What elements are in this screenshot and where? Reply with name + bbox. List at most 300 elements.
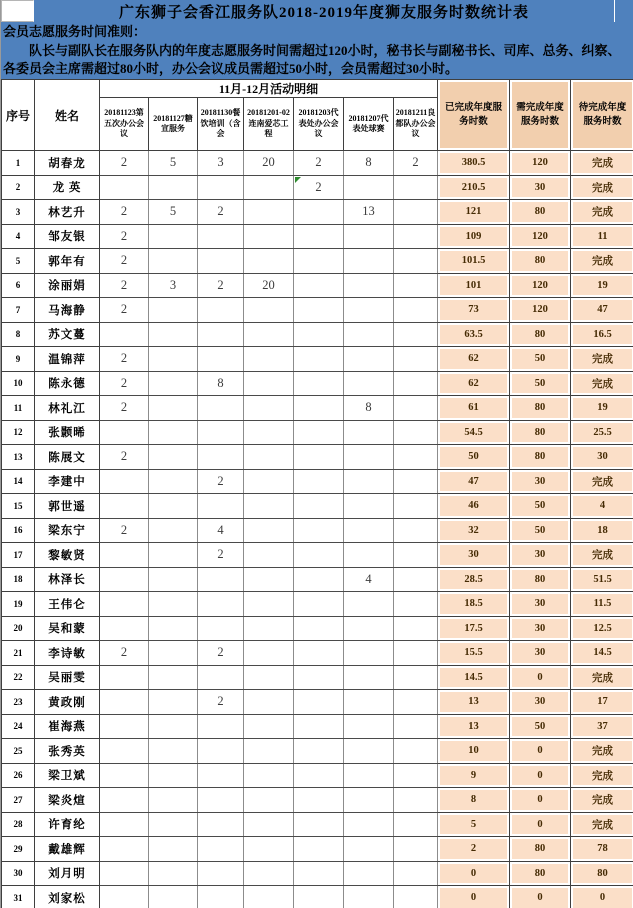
activity-cell[interactable] (100, 812, 149, 837)
activity-cell[interactable] (294, 224, 344, 249)
remaining-hours-cell[interactable]: 完成 (571, 469, 633, 494)
serial-cell[interactable]: 11 (2, 396, 35, 421)
activity-cell[interactable] (294, 567, 344, 592)
activity-cell[interactable] (344, 322, 394, 347)
required-hours-cell[interactable]: 80 (510, 445, 571, 470)
activity-col-header[interactable]: 20181127糖宣服务 (149, 98, 198, 151)
remaining-hours-cell[interactable]: 19 (571, 396, 633, 421)
required-hours-cell[interactable]: 50 (510, 371, 571, 396)
activity-cell[interactable] (344, 763, 394, 788)
activity-cell[interactable] (198, 445, 244, 470)
activity-col-header[interactable]: 20181211良都队办公会议 (394, 98, 438, 151)
activity-cell[interactable] (394, 469, 438, 494)
remaining-hours-cell[interactable]: 完成 (571, 200, 633, 225)
remaining-hours-header[interactable]: 待完成年度服务时数 (571, 80, 633, 151)
required-hours-cell[interactable]: 30 (510, 592, 571, 617)
top-left-empty-cell[interactable] (1, 0, 34, 22)
required-hours-cell[interactable]: 120 (510, 298, 571, 323)
activity-cell[interactable]: 2 (100, 249, 149, 274)
activity-cell[interactable] (294, 371, 344, 396)
activity-cell[interactable]: 2 (100, 224, 149, 249)
remaining-hours-cell[interactable]: 14.5 (571, 641, 633, 666)
required-hours-cell[interactable]: 0 (510, 665, 571, 690)
serial-cell[interactable]: 8 (2, 322, 35, 347)
required-hours-cell[interactable]: 80 (510, 322, 571, 347)
remaining-hours-cell[interactable]: 4 (571, 494, 633, 519)
activity-cell[interactable] (394, 396, 438, 421)
name-cell[interactable]: 崔海燕 (35, 714, 100, 739)
activity-cell[interactable] (244, 739, 294, 764)
activity-cell[interactable] (344, 861, 394, 886)
activity-cell[interactable]: 8 (198, 371, 244, 396)
required-hours-cell[interactable]: 50 (510, 347, 571, 372)
activity-cell[interactable] (149, 665, 198, 690)
name-cell[interactable]: 胡春龙 (35, 151, 100, 176)
activity-cell[interactable] (294, 298, 344, 323)
remaining-hours-cell[interactable]: 完成 (571, 371, 633, 396)
activity-cell[interactable] (100, 567, 149, 592)
activity-cell[interactable] (244, 175, 294, 200)
activity-cell[interactable] (149, 347, 198, 372)
activity-col-header[interactable]: 20181123第五次办公会议 (100, 98, 149, 151)
activity-cell[interactable] (198, 322, 244, 347)
activity-cell[interactable] (394, 518, 438, 543)
name-cell[interactable]: 林泽长 (35, 567, 100, 592)
remaining-hours-cell[interactable]: 完成 (571, 151, 633, 176)
activity-cell[interactable]: 2 (100, 445, 149, 470)
remaining-hours-cell[interactable]: 完成 (571, 665, 633, 690)
name-cell[interactable]: 张秀英 (35, 739, 100, 764)
activity-cell[interactable] (394, 249, 438, 274)
activity-cell[interactable] (344, 249, 394, 274)
required-hours-cell[interactable]: 80 (510, 861, 571, 886)
activity-col-header[interactable]: 20181203代表处办公会议 (294, 98, 344, 151)
name-cell[interactable]: 许育纶 (35, 812, 100, 837)
activity-cell[interactable]: 2 (100, 396, 149, 421)
activity-cell[interactable] (344, 739, 394, 764)
serial-cell[interactable]: 23 (2, 690, 35, 715)
activity-cell[interactable] (294, 273, 344, 298)
activity-col-header[interactable]: 20181207代表处球赛 (344, 98, 394, 151)
activity-cell[interactable] (244, 861, 294, 886)
activity-cell[interactable] (149, 469, 198, 494)
activity-cell[interactable] (394, 763, 438, 788)
activity-cell[interactable] (344, 445, 394, 470)
activity-cell[interactable] (198, 739, 244, 764)
activity-cell[interactable] (244, 371, 294, 396)
required-hours-cell[interactable]: 120 (510, 151, 571, 176)
activity-cell[interactable] (244, 592, 294, 617)
activity-cell[interactable] (198, 714, 244, 739)
activity-cell[interactable] (198, 812, 244, 837)
activity-cell[interactable] (149, 837, 198, 862)
serial-cell[interactable]: 25 (2, 739, 35, 764)
activity-cell[interactable] (100, 322, 149, 347)
activity-cell[interactable] (198, 788, 244, 813)
completed-hours-cell[interactable]: 32 (438, 518, 510, 543)
name-cell[interactable]: 黄政刚 (35, 690, 100, 715)
completed-hours-cell[interactable]: 109 (438, 224, 510, 249)
activity-cell[interactable] (198, 298, 244, 323)
activity-cell[interactable] (149, 714, 198, 739)
activity-cell[interactable] (294, 347, 344, 372)
activity-cell[interactable] (100, 665, 149, 690)
serial-cell[interactable]: 3 (2, 200, 35, 225)
activity-cell[interactable] (394, 690, 438, 715)
activity-cell[interactable]: 3 (149, 273, 198, 298)
name-cell[interactable]: 林艺升 (35, 200, 100, 225)
activity-group-header[interactable]: 11月-12月活动明细 (100, 80, 438, 98)
remaining-hours-cell[interactable]: 37 (571, 714, 633, 739)
activity-cell[interactable] (149, 616, 198, 641)
remaining-hours-cell[interactable]: 完成 (571, 812, 633, 837)
remaining-hours-cell[interactable]: 17 (571, 690, 633, 715)
activity-cell[interactable] (244, 396, 294, 421)
activity-cell[interactable]: 2 (100, 200, 149, 225)
serial-column-header[interactable]: 序号 (2, 80, 35, 151)
serial-cell[interactable]: 14 (2, 469, 35, 494)
name-cell[interactable]: 李诗敏 (35, 641, 100, 666)
activity-cell[interactable] (244, 469, 294, 494)
name-cell[interactable]: 李建中 (35, 469, 100, 494)
activity-cell[interactable] (244, 886, 294, 908)
activity-cell[interactable] (244, 788, 294, 813)
activity-cell[interactable] (344, 714, 394, 739)
activity-cell[interactable] (149, 322, 198, 347)
activity-cell[interactable]: 2 (100, 151, 149, 176)
activity-cell[interactable] (394, 273, 438, 298)
activity-cell[interactable] (149, 518, 198, 543)
name-cell[interactable]: 林礼江 (35, 396, 100, 421)
remaining-hours-cell[interactable]: 16.5 (571, 322, 633, 347)
activity-cell[interactable] (294, 788, 344, 813)
activity-cell[interactable]: 2 (100, 518, 149, 543)
activity-cell[interactable]: 2 (394, 151, 438, 176)
serial-cell[interactable]: 7 (2, 298, 35, 323)
required-hours-header[interactable]: 需完成年度服务时数 (510, 80, 571, 151)
activity-cell[interactable] (244, 494, 294, 519)
activity-cell[interactable]: 2 (198, 469, 244, 494)
activity-cell[interactable] (394, 812, 438, 837)
activity-col-header[interactable]: 20181201-02连南爱芯工程 (244, 98, 294, 151)
activity-cell[interactable] (244, 543, 294, 568)
name-cell[interactable]: 苏文蔓 (35, 322, 100, 347)
activity-cell[interactable] (294, 739, 344, 764)
activity-cell[interactable] (294, 763, 344, 788)
serial-cell[interactable]: 30 (2, 861, 35, 886)
activity-cell[interactable] (198, 616, 244, 641)
activity-cell[interactable] (344, 543, 394, 568)
serial-cell[interactable]: 9 (2, 347, 35, 372)
activity-cell[interactable] (149, 641, 198, 666)
required-hours-cell[interactable]: 80 (510, 837, 571, 862)
activity-cell[interactable]: 2 (198, 690, 244, 715)
activity-cell[interactable] (198, 861, 244, 886)
completed-hours-cell[interactable]: 62 (438, 371, 510, 396)
completed-hours-cell[interactable]: 0 (438, 861, 510, 886)
activity-cell[interactable] (100, 494, 149, 519)
serial-cell[interactable]: 28 (2, 812, 35, 837)
required-hours-cell[interactable]: 0 (510, 739, 571, 764)
name-cell[interactable]: 龙 英 (35, 175, 100, 200)
serial-cell[interactable]: 27 (2, 788, 35, 813)
completed-hours-cell[interactable]: 9 (438, 763, 510, 788)
activity-cell[interactable]: 2 (100, 347, 149, 372)
serial-cell[interactable]: 13 (2, 445, 35, 470)
activity-cell[interactable] (244, 837, 294, 862)
serial-cell[interactable]: 4 (2, 224, 35, 249)
activity-cell[interactable] (244, 322, 294, 347)
name-cell[interactable]: 王伟仑 (35, 592, 100, 617)
activity-cell[interactable] (198, 494, 244, 519)
name-cell[interactable]: 郭年有 (35, 249, 100, 274)
remaining-hours-cell[interactable]: 完成 (571, 788, 633, 813)
activity-cell[interactable] (244, 641, 294, 666)
activity-cell[interactable] (244, 616, 294, 641)
required-hours-cell[interactable]: 30 (510, 175, 571, 200)
activity-cell[interactable] (294, 494, 344, 519)
activity-cell[interactable]: 5 (149, 200, 198, 225)
activity-cell[interactable] (100, 175, 149, 200)
activity-cell[interactable] (100, 469, 149, 494)
name-cell[interactable]: 吴和蒙 (35, 616, 100, 641)
remaining-hours-cell[interactable]: 78 (571, 837, 633, 862)
required-hours-cell[interactable]: 80 (510, 567, 571, 592)
completed-hours-cell[interactable]: 17.5 (438, 616, 510, 641)
activity-cell[interactable]: 2 (198, 641, 244, 666)
activity-cell[interactable] (294, 616, 344, 641)
completed-hours-cell[interactable]: 50 (438, 445, 510, 470)
activity-cell[interactable] (394, 347, 438, 372)
remaining-hours-cell[interactable]: 18 (571, 518, 633, 543)
remaining-hours-cell[interactable]: 19 (571, 273, 633, 298)
serial-cell[interactable]: 1 (2, 151, 35, 176)
activity-cell[interactable] (394, 616, 438, 641)
activity-cell[interactable] (344, 886, 394, 908)
activity-cell[interactable] (244, 347, 294, 372)
activity-cell[interactable] (394, 298, 438, 323)
name-cell[interactable]: 陈永德 (35, 371, 100, 396)
activity-cell[interactable] (149, 567, 198, 592)
activity-cell[interactable] (100, 616, 149, 641)
completed-hours-cell[interactable]: 2 (438, 837, 510, 862)
activity-cell[interactable] (100, 592, 149, 617)
activity-cell[interactable] (394, 861, 438, 886)
serial-cell[interactable]: 29 (2, 837, 35, 862)
activity-cell[interactable] (344, 420, 394, 445)
activity-cell[interactable] (344, 273, 394, 298)
required-hours-cell[interactable]: 50 (510, 714, 571, 739)
remaining-hours-cell[interactable]: 25.5 (571, 420, 633, 445)
remaining-hours-cell[interactable]: 完成 (571, 543, 633, 568)
remaining-hours-cell[interactable]: 完成 (571, 347, 633, 372)
activity-cell[interactable] (244, 763, 294, 788)
activity-cell[interactable]: 2 (100, 641, 149, 666)
serial-cell[interactable]: 26 (2, 763, 35, 788)
name-cell[interactable]: 戴雄辉 (35, 837, 100, 862)
required-hours-cell[interactable]: 120 (510, 273, 571, 298)
name-cell[interactable]: 温锦萍 (35, 347, 100, 372)
activity-cell[interactable] (394, 494, 438, 519)
required-hours-cell[interactable]: 0 (510, 886, 571, 908)
required-hours-cell[interactable]: 80 (510, 396, 571, 421)
required-hours-cell[interactable]: 80 (510, 200, 571, 225)
serial-cell[interactable]: 6 (2, 273, 35, 298)
activity-cell[interactable]: 5 (149, 151, 198, 176)
activity-cell[interactable] (198, 567, 244, 592)
activity-cell[interactable]: 2 (100, 298, 149, 323)
activity-cell[interactable]: 20 (244, 273, 294, 298)
activity-cell[interactable] (344, 641, 394, 666)
completed-hours-cell[interactable]: 15.5 (438, 641, 510, 666)
activity-cell[interactable] (394, 371, 438, 396)
required-hours-cell[interactable]: 30 (510, 690, 571, 715)
activity-cell[interactable] (394, 445, 438, 470)
activity-cell[interactable] (244, 812, 294, 837)
activity-cell[interactable] (394, 788, 438, 813)
activity-cell[interactable] (344, 175, 394, 200)
name-cell[interactable]: 刘月明 (35, 861, 100, 886)
name-cell[interactable]: 陈展文 (35, 445, 100, 470)
activity-cell[interactable] (394, 224, 438, 249)
completed-hours-cell[interactable]: 210.5 (438, 175, 510, 200)
remaining-hours-cell[interactable]: 47 (571, 298, 633, 323)
activity-cell[interactable] (100, 739, 149, 764)
completed-hours-cell[interactable]: 0 (438, 886, 510, 908)
serial-cell[interactable]: 18 (2, 567, 35, 592)
activity-cell[interactable] (149, 249, 198, 274)
activity-cell[interactable] (198, 592, 244, 617)
activity-cell[interactable] (100, 714, 149, 739)
required-hours-cell[interactable]: 80 (510, 249, 571, 274)
name-cell[interactable]: 梁卫斌 (35, 763, 100, 788)
activity-cell[interactable] (149, 494, 198, 519)
required-hours-cell[interactable]: 120 (510, 224, 571, 249)
activity-cell[interactable] (244, 224, 294, 249)
remaining-hours-cell[interactable]: 12.5 (571, 616, 633, 641)
activity-cell[interactable] (344, 665, 394, 690)
activity-cell[interactable] (198, 420, 244, 445)
activity-cell[interactable] (294, 200, 344, 225)
activity-cell[interactable] (294, 665, 344, 690)
activity-cell[interactable] (244, 518, 294, 543)
completed-hours-cell[interactable]: 13 (438, 714, 510, 739)
activity-cell[interactable] (198, 665, 244, 690)
activity-cell[interactable] (149, 224, 198, 249)
serial-cell[interactable]: 17 (2, 543, 35, 568)
serial-cell[interactable]: 31 (2, 886, 35, 908)
activity-cell[interactable] (149, 371, 198, 396)
activity-cell[interactable] (344, 494, 394, 519)
required-hours-cell[interactable]: 50 (510, 518, 571, 543)
page-title[interactable]: 广东狮子会香江服务队2018-2019年度狮友服务时数统计表 (34, 0, 614, 22)
activity-cell[interactable] (344, 518, 394, 543)
completed-hours-header[interactable]: 已完成年度服务时数 (438, 80, 510, 151)
completed-hours-cell[interactable]: 5 (438, 812, 510, 837)
activity-cell[interactable] (100, 861, 149, 886)
serial-cell[interactable]: 24 (2, 714, 35, 739)
title-right-cell[interactable] (615, 0, 633, 22)
completed-hours-cell[interactable]: 47 (438, 469, 510, 494)
activity-cell[interactable] (100, 837, 149, 862)
activity-cell[interactable] (244, 420, 294, 445)
name-cell[interactable]: 涂丽娟 (35, 273, 100, 298)
required-hours-cell[interactable]: 50 (510, 494, 571, 519)
activity-cell[interactable] (394, 322, 438, 347)
activity-cell[interactable] (344, 616, 394, 641)
serial-cell[interactable]: 2 (2, 175, 35, 200)
completed-hours-cell[interactable]: 380.5 (438, 151, 510, 176)
remaining-hours-cell[interactable]: 51.5 (571, 567, 633, 592)
activity-cell[interactable] (198, 396, 244, 421)
activity-cell[interactable] (344, 690, 394, 715)
remaining-hours-cell[interactable]: 30 (571, 445, 633, 470)
activity-cell[interactable] (244, 298, 294, 323)
activity-cell[interactable] (149, 592, 198, 617)
remaining-hours-cell[interactable]: 11 (571, 224, 633, 249)
activity-cell[interactable] (149, 763, 198, 788)
activity-cell[interactable] (294, 812, 344, 837)
activity-cell[interactable] (344, 812, 394, 837)
activity-cell[interactable] (344, 298, 394, 323)
activity-cell[interactable] (149, 396, 198, 421)
activity-cell[interactable]: 13 (344, 200, 394, 225)
activity-cell[interactable] (394, 739, 438, 764)
activity-cell[interactable] (344, 347, 394, 372)
activity-cell[interactable] (149, 812, 198, 837)
activity-cell[interactable]: 8 (344, 396, 394, 421)
activity-cell[interactable] (149, 543, 198, 568)
activity-cell[interactable] (149, 298, 198, 323)
activity-cell[interactable] (149, 175, 198, 200)
required-hours-cell[interactable]: 0 (510, 763, 571, 788)
activity-cell[interactable] (294, 322, 344, 347)
activity-cell[interactable] (294, 469, 344, 494)
completed-hours-cell[interactable]: 73 (438, 298, 510, 323)
completed-hours-cell[interactable]: 101 (438, 273, 510, 298)
completed-hours-cell[interactable]: 121 (438, 200, 510, 225)
completed-hours-cell[interactable]: 62 (438, 347, 510, 372)
activity-cell[interactable] (294, 518, 344, 543)
required-hours-cell[interactable]: 80 (510, 420, 571, 445)
activity-cell[interactable] (394, 641, 438, 666)
activity-cell[interactable] (344, 224, 394, 249)
required-hours-cell[interactable]: 0 (510, 812, 571, 837)
required-hours-cell[interactable]: 30 (510, 616, 571, 641)
activity-cell[interactable] (294, 543, 344, 568)
name-cell[interactable]: 邹友银 (35, 224, 100, 249)
activity-cell[interactable] (149, 445, 198, 470)
activity-cell[interactable] (344, 371, 394, 396)
activity-cell[interactable] (294, 714, 344, 739)
activity-cell[interactable] (344, 788, 394, 813)
activity-cell[interactable]: 4 (344, 567, 394, 592)
activity-cell[interactable] (294, 837, 344, 862)
activity-cell[interactable] (149, 861, 198, 886)
activity-cell[interactable] (149, 788, 198, 813)
activity-cell[interactable] (394, 543, 438, 568)
activity-cell[interactable] (394, 175, 438, 200)
activity-cell[interactable] (100, 886, 149, 908)
serial-cell[interactable]: 16 (2, 518, 35, 543)
name-cell[interactable]: 黎敏贤 (35, 543, 100, 568)
activity-cell[interactable]: 20 (244, 151, 294, 176)
activity-cell[interactable] (244, 690, 294, 715)
name-cell[interactable]: 马海静 (35, 298, 100, 323)
activity-cell[interactable] (394, 420, 438, 445)
serial-cell[interactable]: 5 (2, 249, 35, 274)
activity-cell[interactable] (294, 641, 344, 666)
